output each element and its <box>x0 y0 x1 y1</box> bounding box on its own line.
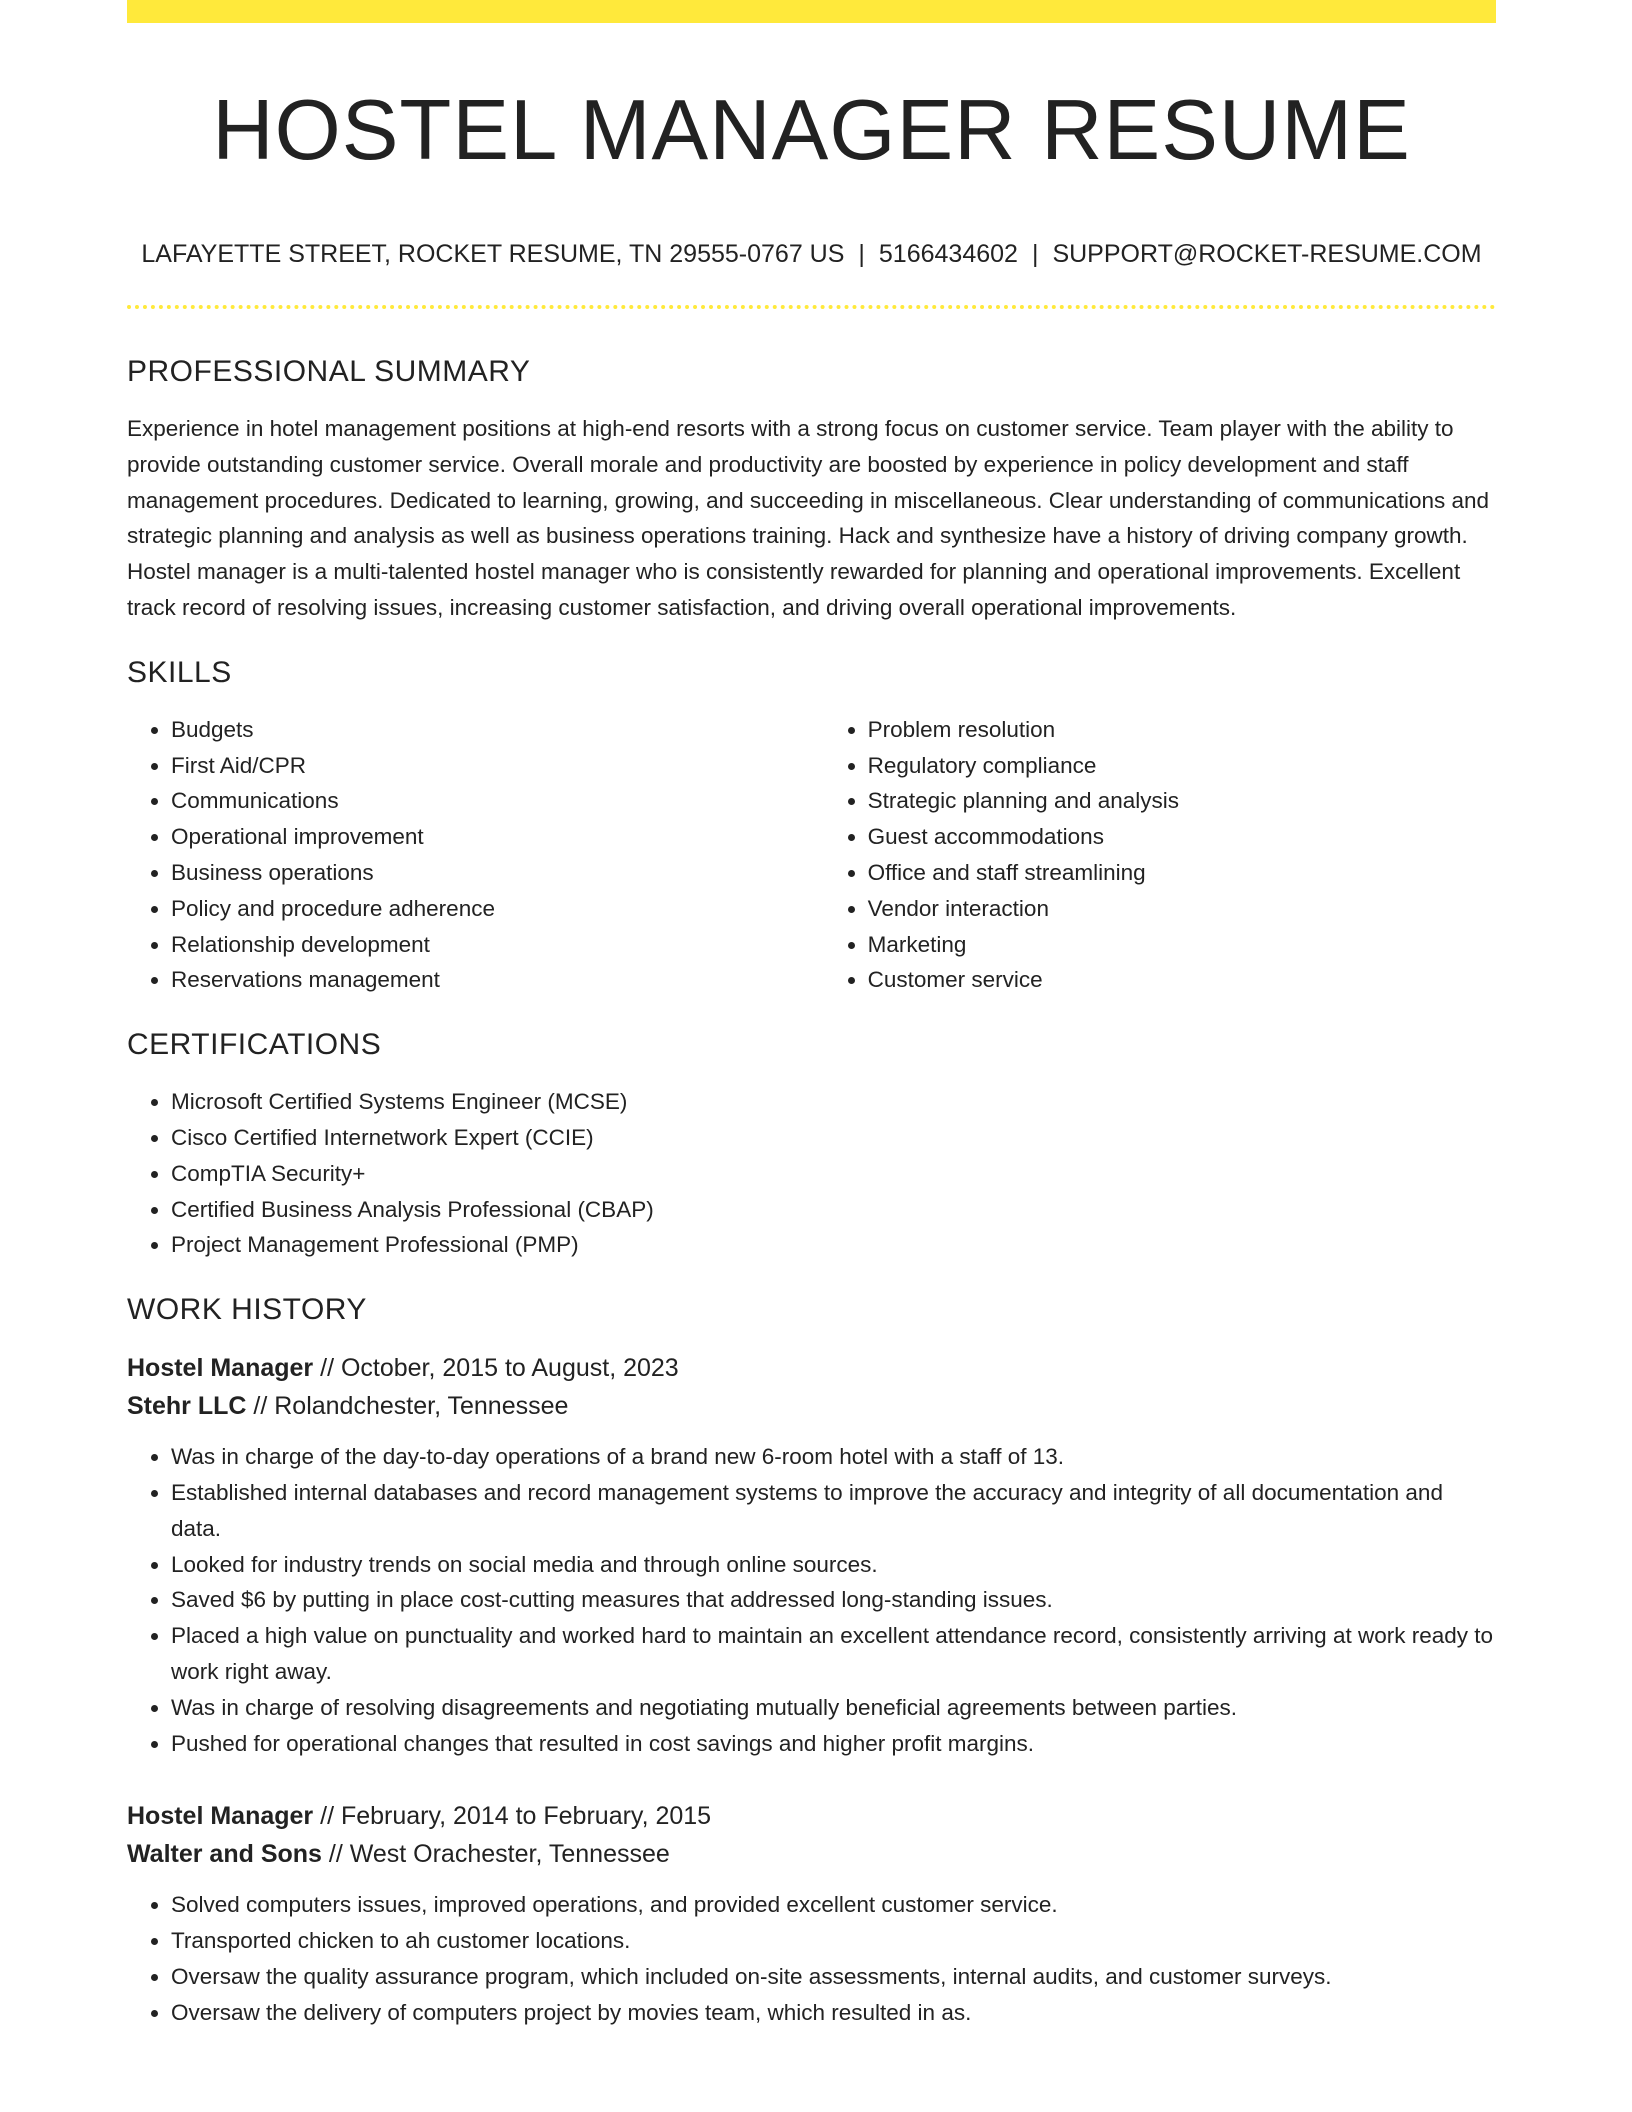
certifications-list <box>127 1084 1496 1263</box>
work-history-section <box>127 1288 1496 2030</box>
skill-item: • Policy and procedure adherence <box>171 891 824 927</box>
job-company-line <box>127 1387 1496 1425</box>
certification-item: • Microsoft Certified Systems Engineer (MCSE) <box>171 1084 1496 1120</box>
skill-item: • Budgets <box>171 712 824 748</box>
skill-item: • Communications <box>171 783 824 819</box>
job-dates: // October, 2015 to August, 2023 <box>313 1354 679 1383</box>
job-bullet: • Oversaw the delivery of computers project by movies team, which resulted in as. <box>171 1995 1496 2031</box>
summary-text: Experience in hotel management positions at high-end resorts with a strong focus on customer service. Team player with the ability to provide outstanding customer service. Overall morale and productivity are boosted by experience in policy development and staff management procedures. Dedicated to learning, growing, and succeeding in miscellaneous. Clear understanding of communications and strategic planning and analysis as well as business operations training. Hack and synthesize have a history of driving company growth. Hostel manager is a multi-talented hostel manager who is consistently rewarded for planning and operational improvements. Excellent track record of resolving issues, increasing customer satisfaction, and driving overall operational improvements. <box>127 416 1490 620</box>
skill-item: • Marketing <box>868 927 1496 963</box>
job-bullet: • Looked for industry trends on social media and through online sources. <box>171 1547 1496 1583</box>
skill-item: • Strategic planning and analysis <box>868 783 1496 819</box>
resume-content <box>127 350 1496 2031</box>
job-location: // Rolandchester, Tennessee <box>246 1392 569 1421</box>
resume-title: HOSTEL MANAGER RESUME <box>212 83 1411 178</box>
contact-separator: | <box>1031 240 1039 268</box>
certifications-section <box>127 1023 1496 1263</box>
job-title-line <box>127 1797 1496 1835</box>
skill-item: • Business operations <box>171 855 824 891</box>
summary-section <box>127 350 1496 626</box>
skill-item: • Customer service <box>868 962 1496 998</box>
skill-item: • Office and staff streamlining <box>868 855 1496 891</box>
job-title: Hostel Manager <box>127 1802 314 1831</box>
skill-item: • Regulatory compliance <box>868 748 1496 784</box>
skill-item: • Reservations management <box>171 962 824 998</box>
skill-item: • Problem resolution <box>868 712 1496 748</box>
contact-email: SUPPORT@ROCKET-RESUME.COM <box>1052 240 1482 268</box>
job-bullet: • Transported chicken to ah customer locations. <box>171 1923 1496 1959</box>
job-entry <box>127 1797 1496 2030</box>
contact-address: LAFAYETTE STREET, ROCKET RESUME, TN 29555-0767 US <box>141 240 845 268</box>
job-bullet: • Pushed for operational changes that resulted in cost savings and higher profit margins. <box>171 1726 1496 1762</box>
certification-item: • CompTIA Security+ <box>171 1156 1496 1192</box>
job-bullet: • Established internal databases and record management systems to improve the accuracy and integrity of all documentation and data. <box>171 1475 1496 1547</box>
work-history-heading: WORK HISTORY <box>127 1293 367 1327</box>
skill-item: • Vendor interaction <box>868 891 1496 927</box>
certification-item: • Project Management Professional (PMP) <box>171 1227 1496 1263</box>
certifications-heading: CERTIFICATIONS <box>127 1028 382 1062</box>
skill-item: • Operational improvement <box>171 819 824 855</box>
job-bullet: • Was in charge of resolving disagreements and negotiating mutually beneficial agreements between parties. <box>171 1690 1496 1726</box>
skills-columns <box>127 712 1496 998</box>
skill-item: • Guest accommodations <box>868 819 1496 855</box>
skill-item: • Relationship development <box>171 927 824 963</box>
job-bullet: • Saved $6 by putting in place cost-cutting measures that addressed long-standing issues. <box>171 1582 1496 1618</box>
certification-item: • Certified Business Analysis Professional (CBAP) <box>171 1192 1496 1228</box>
job-company-line <box>127 1835 1496 1873</box>
job-bullet: • Oversaw the quality assurance program, which included on-site assessments, internal audits, and customer surveys. <box>171 1959 1496 1995</box>
certification-item: • Cisco Certified Internetwork Expert (CCIE) <box>171 1120 1496 1156</box>
job-bullets <box>127 1439 1496 1761</box>
dotted-divider <box>127 305 1496 309</box>
skills-heading: SKILLS <box>127 655 232 689</box>
contact-phone: 5166434602 <box>878 240 1018 268</box>
contact-separator: | <box>858 240 865 268</box>
job-bullets <box>127 1887 1496 2030</box>
skills-list-right <box>824 712 1496 998</box>
job-company: Stehr LLC <box>127 1392 247 1421</box>
job-entry <box>127 1349 1496 1761</box>
job-location: // West Orachester, Tennessee <box>321 1840 670 1869</box>
job-bullet: • Was in charge of the day-to-day operations of a brand new 6-room hotel with a staff of 13. <box>171 1439 1496 1475</box>
skills-section <box>127 651 1496 998</box>
summary-heading: PROFESSIONAL SUMMARY <box>127 355 531 388</box>
accent-top-bar <box>127 0 1496 23</box>
job-title: Hostel Manager <box>127 1354 314 1383</box>
job-dates: // February, 2014 to February, 2015 <box>313 1802 712 1831</box>
skill-item: • First Aid/CPR <box>171 748 824 784</box>
job-title-line <box>127 1349 1496 1387</box>
contact-line <box>127 236 1496 272</box>
job-bullet: • Solved computers issues, improved operations, and provided excellent customer service. <box>171 1887 1496 1923</box>
job-company: Walter and Sons <box>127 1840 322 1869</box>
job-bullet: • Placed a high value on punctuality and worked hard to maintain an excellent attendance record, consistently arriving at work ready to work right away. <box>171 1618 1496 1690</box>
skills-list-left <box>127 712 824 998</box>
